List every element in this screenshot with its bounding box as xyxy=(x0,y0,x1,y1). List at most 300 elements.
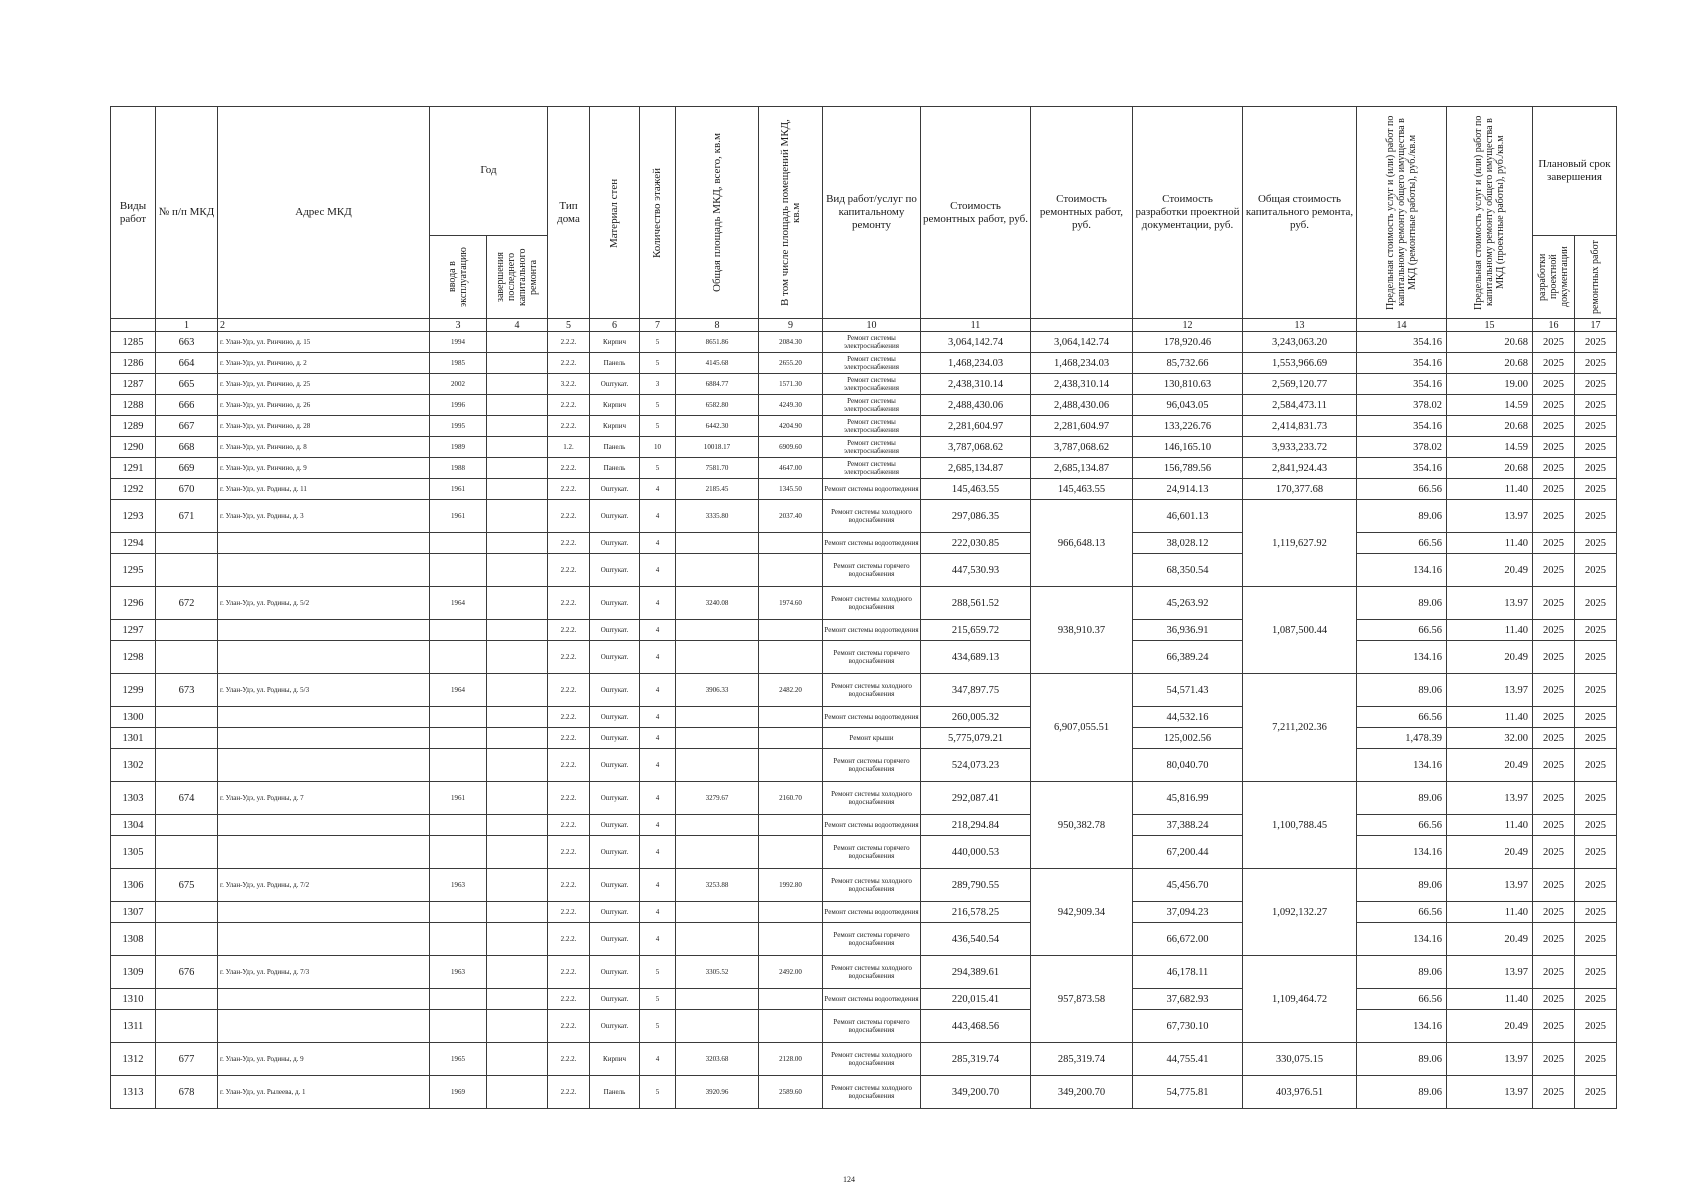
row-id: 1311 xyxy=(111,1010,156,1043)
house-type: 2.2.2. xyxy=(548,641,590,674)
year-repair: 2025 xyxy=(1575,332,1617,353)
work-type: Ремонт системы электроснабжения xyxy=(823,374,921,395)
repair-cost: 294,389.61 xyxy=(921,956,1031,989)
limit-repair: 66.56 xyxy=(1357,479,1447,500)
house-type: 2.2.2. xyxy=(548,1043,590,1076)
wall-material: Панель xyxy=(590,1076,640,1109)
repair-cost: 289,790.55 xyxy=(921,869,1031,902)
column-number: 15 xyxy=(1447,319,1533,332)
header-total-area: Общая площадь МКД, всего, кв.м xyxy=(676,107,759,319)
year-design: 2025 xyxy=(1533,437,1575,458)
total-area: 3305.52 xyxy=(676,956,759,989)
work-type: Ремонт системы холодного водоснабжения xyxy=(823,1043,921,1076)
design-cost: 37,388.24 xyxy=(1133,815,1243,836)
work-type: Ремонт системы водоотведения xyxy=(823,620,921,641)
year-repair: 2025 xyxy=(1575,1043,1617,1076)
limit-design: 20.49 xyxy=(1447,836,1533,869)
header-total-cost: Общая стоимость капитального ремонта, руб. xyxy=(1243,107,1357,319)
year-last-repair xyxy=(487,332,548,353)
repair-cost: 440,000.53 xyxy=(921,836,1031,869)
premises-area xyxy=(759,815,823,836)
row-id: 1306 xyxy=(111,869,156,902)
year-last-repair xyxy=(487,641,548,674)
year-repair: 2025 xyxy=(1575,815,1617,836)
work-type: Ремонт системы электроснабжения xyxy=(823,437,921,458)
row-id: 1302 xyxy=(111,749,156,782)
table-row xyxy=(111,923,1617,956)
year-commission: 2002 xyxy=(430,374,487,395)
house-type: 2.2.2. xyxy=(548,533,590,554)
row-id: 1291 xyxy=(111,458,156,479)
table-row xyxy=(111,749,1617,782)
table-body xyxy=(111,332,1617,1109)
floors: 5 xyxy=(640,416,676,437)
limit-repair: 134.16 xyxy=(1357,641,1447,674)
floors: 4 xyxy=(640,815,676,836)
premises-area xyxy=(759,728,823,749)
limit-design: 19.00 xyxy=(1447,374,1533,395)
mkd-number: 667 xyxy=(156,416,218,437)
design-cost: 37,094.23 xyxy=(1133,902,1243,923)
repair-cost: 218,294.84 xyxy=(921,815,1031,836)
year-last-repair xyxy=(487,353,548,374)
total-cost: 1,100,788.45 xyxy=(1243,782,1357,869)
floors: 4 xyxy=(640,479,676,500)
limit-design: 13.97 xyxy=(1447,782,1533,815)
column-number: 17 xyxy=(1575,319,1617,332)
total-area xyxy=(676,641,759,674)
repair-cost: 347,897.75 xyxy=(921,674,1031,707)
premises-area: 2655.20 xyxy=(759,353,823,374)
house-type: 2.2.2. xyxy=(548,956,590,989)
repair-cost: 216,578.25 xyxy=(921,902,1031,923)
total-area: 7581.70 xyxy=(676,458,759,479)
total-area: 6582.80 xyxy=(676,395,759,416)
floors: 4 xyxy=(640,1043,676,1076)
repair-cost-total: 3,787,068.62 xyxy=(1031,437,1133,458)
year-repair: 2025 xyxy=(1575,707,1617,728)
repair-cost: 260,005.32 xyxy=(921,707,1031,728)
limit-repair: 89.06 xyxy=(1357,500,1447,533)
work-type: Ремонт системы электроснабжения xyxy=(823,395,921,416)
table-row xyxy=(111,782,1617,815)
column-number: 10 xyxy=(823,319,921,332)
premises-area: 4647.00 xyxy=(759,458,823,479)
total-area: 4145.68 xyxy=(676,353,759,374)
address: г. Улан-Удэ, ул. Ринчино, д. 25 xyxy=(218,374,430,395)
year-commission: 1963 xyxy=(430,956,487,989)
table-row xyxy=(111,707,1617,728)
wall-material: Оштукат. xyxy=(590,1010,640,1043)
year-repair: 2025 xyxy=(1575,500,1617,533)
design-cost: 130,810.63 xyxy=(1133,374,1243,395)
total-cost: 1,119,627.92 xyxy=(1243,500,1357,587)
row-id: 1285 xyxy=(111,332,156,353)
row-id: 1299 xyxy=(111,674,156,707)
mkd-number: 674 xyxy=(156,782,218,815)
mkd-number: 671 xyxy=(156,500,218,533)
wall-material: Кирпич xyxy=(590,395,640,416)
work-type: Ремонт системы холодного водоснабжения xyxy=(823,869,921,902)
limit-repair: 134.16 xyxy=(1357,923,1447,956)
floors: 5 xyxy=(640,353,676,374)
wall-material: Оштукат. xyxy=(590,587,640,620)
column-number: 1 xyxy=(156,319,218,332)
floors: 5 xyxy=(640,458,676,479)
repair-cost-total: 1,468,234.03 xyxy=(1031,353,1133,374)
row-id: 1304 xyxy=(111,815,156,836)
limit-design: 11.40 xyxy=(1447,707,1533,728)
header-date-design: разработки проектной документации xyxy=(1533,235,1575,318)
total-cost: 3,933,233.72 xyxy=(1243,437,1357,458)
address: г. Улан-Удэ, ул. Ринчино, д. 26 xyxy=(218,395,430,416)
house-type: 2.2.2. xyxy=(548,554,590,587)
repair-cost-total: 938,910.37 xyxy=(1031,587,1133,674)
total-cost: 330,075.15 xyxy=(1243,1043,1357,1076)
year-commission xyxy=(430,902,487,923)
header-floors: Количество этажей xyxy=(640,107,676,319)
design-cost: 156,789.56 xyxy=(1133,458,1243,479)
floors: 4 xyxy=(640,641,676,674)
repair-cost: 5,775,079.21 xyxy=(921,728,1031,749)
total-area xyxy=(676,749,759,782)
limit-repair: 134.16 xyxy=(1357,749,1447,782)
wall-material: Панель xyxy=(590,437,640,458)
mkd-number xyxy=(156,533,218,554)
address: г. Улан-Удэ, ул. Родины, д. 7/3 xyxy=(218,956,430,989)
limit-design: 13.97 xyxy=(1447,1076,1533,1109)
year-last-repair xyxy=(487,815,548,836)
address: г. Улан-Удэ, ул. Ринчино, д. 8 xyxy=(218,437,430,458)
work-type: Ремонт системы водоотведения xyxy=(823,707,921,728)
year-commission xyxy=(430,749,487,782)
design-cost: 46,601.13 xyxy=(1133,500,1243,533)
total-cost: 403,976.51 xyxy=(1243,1076,1357,1109)
row-id: 1312 xyxy=(111,1043,156,1076)
premises-area xyxy=(759,554,823,587)
year-commission xyxy=(430,1010,487,1043)
total-cost: 170,377.68 xyxy=(1243,479,1357,500)
house-type: 2.2.2. xyxy=(548,620,590,641)
work-type: Ремонт системы водоотведения xyxy=(823,533,921,554)
house-type: 1.2. xyxy=(548,437,590,458)
mkd-number xyxy=(156,749,218,782)
work-type: Ремонт системы электроснабжения xyxy=(823,416,921,437)
table-row xyxy=(111,956,1617,989)
repair-cost-total: 2,438,310.14 xyxy=(1031,374,1133,395)
repair-cost: 145,463.55 xyxy=(921,479,1031,500)
repair-cost-total: 285,319.74 xyxy=(1031,1043,1133,1076)
design-cost: 67,200.44 xyxy=(1133,836,1243,869)
mkd-number: 666 xyxy=(156,395,218,416)
design-cost: 37,682.93 xyxy=(1133,989,1243,1010)
limit-repair: 66.56 xyxy=(1357,620,1447,641)
address xyxy=(218,836,430,869)
premises-area: 6909.60 xyxy=(759,437,823,458)
year-commission: 1969 xyxy=(430,1076,487,1109)
premises-area xyxy=(759,923,823,956)
year-commission xyxy=(430,923,487,956)
mkd-number: 664 xyxy=(156,353,218,374)
year-commission: 1995 xyxy=(430,416,487,437)
year-design: 2025 xyxy=(1533,923,1575,956)
premises-area: 2128.00 xyxy=(759,1043,823,1076)
premises-area: 2492.00 xyxy=(759,956,823,989)
year-design: 2025 xyxy=(1533,989,1575,1010)
address xyxy=(218,989,430,1010)
row-id: 1292 xyxy=(111,479,156,500)
mkd-number: 663 xyxy=(156,332,218,353)
year-commission xyxy=(430,533,487,554)
floors: 4 xyxy=(640,707,676,728)
table-row xyxy=(111,641,1617,674)
wall-material: Оштукат. xyxy=(590,500,640,533)
mkd-number xyxy=(156,836,218,869)
mkd-number xyxy=(156,1010,218,1043)
header-np-mkd: № п/п МКД xyxy=(156,107,218,319)
year-repair: 2025 xyxy=(1575,437,1617,458)
repair-cost-total: 6,907,055.51 xyxy=(1031,674,1133,782)
year-repair: 2025 xyxy=(1575,674,1617,707)
repair-cost: 447,530.93 xyxy=(921,554,1031,587)
year-repair: 2025 xyxy=(1575,353,1617,374)
year-design: 2025 xyxy=(1533,332,1575,353)
year-commission: 1964 xyxy=(430,674,487,707)
year-commission: 1994 xyxy=(430,332,487,353)
repair-cost: 2,281,604.97 xyxy=(921,416,1031,437)
total-cost: 2,841,924.43 xyxy=(1243,458,1357,479)
address: г. Улан-Удэ, ул. Ринчино, д. 2 xyxy=(218,353,430,374)
work-type: Ремонт системы горячего водоснабжения xyxy=(823,923,921,956)
row-id: 1305 xyxy=(111,836,156,869)
premises-area xyxy=(759,641,823,674)
address xyxy=(218,728,430,749)
year-last-repair xyxy=(487,1010,548,1043)
year-design: 2025 xyxy=(1533,1010,1575,1043)
house-type: 2.2.2. xyxy=(548,674,590,707)
column-number: 12 xyxy=(1133,319,1243,332)
mkd-number: 670 xyxy=(156,479,218,500)
floors: 5 xyxy=(640,395,676,416)
limit-design: 20.49 xyxy=(1447,749,1533,782)
address xyxy=(218,815,430,836)
repair-cost-total: 966,648.13 xyxy=(1031,500,1133,587)
design-cost: 36,936.91 xyxy=(1133,620,1243,641)
total-area: 3203.68 xyxy=(676,1043,759,1076)
row-id: 1300 xyxy=(111,707,156,728)
limit-design: 20.49 xyxy=(1447,923,1533,956)
floors: 3 xyxy=(640,374,676,395)
limit-repair: 66.56 xyxy=(1357,902,1447,923)
floors: 4 xyxy=(640,869,676,902)
year-repair: 2025 xyxy=(1575,782,1617,815)
floors: 4 xyxy=(640,587,676,620)
year-design: 2025 xyxy=(1533,749,1575,782)
page-number: 124 xyxy=(843,1175,855,1184)
column-number xyxy=(1031,319,1133,332)
year-design: 2025 xyxy=(1533,374,1575,395)
year-last-repair xyxy=(487,707,548,728)
design-cost: 67,730.10 xyxy=(1133,1010,1243,1043)
table-row xyxy=(111,395,1617,416)
address xyxy=(218,1010,430,1043)
year-design: 2025 xyxy=(1533,500,1575,533)
house-type: 2.2.2. xyxy=(548,479,590,500)
wall-material: Оштукат. xyxy=(590,989,640,1010)
total-area xyxy=(676,707,759,728)
header-design-cost: Стоимость разработки проектной документации, руб. xyxy=(1133,107,1243,319)
header-limit-design: Предельная стоимость услуг и (или) работ по капитальному ремонту общего имущества в МКД (проектные работы), руб./кв.м xyxy=(1447,107,1533,319)
house-type: 2.2.2. xyxy=(548,923,590,956)
limit-design: 11.40 xyxy=(1447,533,1533,554)
design-cost: 68,350.54 xyxy=(1133,554,1243,587)
row-id: 1308 xyxy=(111,923,156,956)
floors: 4 xyxy=(640,620,676,641)
limit-design: 14.59 xyxy=(1447,395,1533,416)
year-commission xyxy=(430,728,487,749)
column-number: 11 xyxy=(921,319,1031,332)
limit-repair: 89.06 xyxy=(1357,1043,1447,1076)
repair-cost: 524,073.23 xyxy=(921,749,1031,782)
year-last-repair xyxy=(487,749,548,782)
table-row xyxy=(111,332,1617,353)
premises-area: 2160.70 xyxy=(759,782,823,815)
table-row xyxy=(111,500,1617,533)
wall-material: Оштукат. xyxy=(590,641,640,674)
total-cost: 1,092,132.27 xyxy=(1243,869,1357,956)
mkd-number: 669 xyxy=(156,458,218,479)
work-type: Ремонт системы электроснабжения xyxy=(823,458,921,479)
year-last-repair xyxy=(487,437,548,458)
year-design: 2025 xyxy=(1533,620,1575,641)
wall-material: Оштукат. xyxy=(590,674,640,707)
limit-repair: 89.06 xyxy=(1357,782,1447,815)
design-cost: 45,263.92 xyxy=(1133,587,1243,620)
row-id: 1293 xyxy=(111,500,156,533)
year-last-repair xyxy=(487,374,548,395)
limit-design: 20.49 xyxy=(1447,554,1533,587)
wall-material: Оштукат. xyxy=(590,707,640,728)
header-planned-date: Плановый срок завершения xyxy=(1533,107,1617,236)
limit-repair: 354.16 xyxy=(1357,458,1447,479)
floors: 4 xyxy=(640,902,676,923)
year-design: 2025 xyxy=(1533,782,1575,815)
limit-design: 11.40 xyxy=(1447,479,1533,500)
column-number: 7 xyxy=(640,319,676,332)
repair-cost: 436,540.54 xyxy=(921,923,1031,956)
year-commission: 1961 xyxy=(430,782,487,815)
limit-design: 13.97 xyxy=(1447,1043,1533,1076)
repair-cost: 297,086.35 xyxy=(921,500,1031,533)
table-row xyxy=(111,416,1617,437)
address xyxy=(218,554,430,587)
year-commission xyxy=(430,620,487,641)
table-row xyxy=(111,533,1617,554)
mkd-number: 668 xyxy=(156,437,218,458)
row-id: 1313 xyxy=(111,1076,156,1109)
limit-design: 13.97 xyxy=(1447,500,1533,533)
column-number: 4 xyxy=(487,319,548,332)
premises-area: 4249.30 xyxy=(759,395,823,416)
total-cost: 1,087,500.44 xyxy=(1243,587,1357,674)
total-area xyxy=(676,554,759,587)
design-cost: 133,226.76 xyxy=(1133,416,1243,437)
house-type: 2.2.2. xyxy=(548,902,590,923)
mkd-number xyxy=(156,707,218,728)
limit-design: 13.97 xyxy=(1447,587,1533,620)
design-cost: 44,755.41 xyxy=(1133,1043,1243,1076)
capital-repair-sheet xyxy=(110,106,1611,1109)
house-type: 2.2.2. xyxy=(548,1010,590,1043)
year-last-repair xyxy=(487,587,548,620)
repair-cost-total: 950,382.78 xyxy=(1031,782,1133,869)
house-type: 2.2.2. xyxy=(548,1076,590,1109)
repair-cost: 1,468,234.03 xyxy=(921,353,1031,374)
work-type: Ремонт системы водоотведения xyxy=(823,989,921,1010)
work-type: Ремонт системы горячего водоснабжения xyxy=(823,1010,921,1043)
wall-material: Кирпич xyxy=(590,416,640,437)
year-commission: 1965 xyxy=(430,1043,487,1076)
year-repair: 2025 xyxy=(1575,902,1617,923)
design-cost: 146,165.10 xyxy=(1133,437,1243,458)
address xyxy=(218,902,430,923)
total-cost: 2,569,120.77 xyxy=(1243,374,1357,395)
mkd-number xyxy=(156,902,218,923)
floors: 4 xyxy=(640,782,676,815)
limit-repair: 354.16 xyxy=(1357,353,1447,374)
work-type: Ремонт системы водоотведения xyxy=(823,902,921,923)
wall-material: Оштукат. xyxy=(590,728,640,749)
repair-cost: 434,689.13 xyxy=(921,641,1031,674)
year-last-repair xyxy=(487,956,548,989)
row-id: 1303 xyxy=(111,782,156,815)
work-type: Ремонт системы холодного водоснабжения xyxy=(823,674,921,707)
floors: 5 xyxy=(640,1010,676,1043)
total-area: 3920.96 xyxy=(676,1076,759,1109)
limit-design: 11.40 xyxy=(1447,815,1533,836)
year-last-repair xyxy=(487,479,548,500)
table-row xyxy=(111,458,1617,479)
wall-material: Оштукат. xyxy=(590,836,640,869)
mkd-number xyxy=(156,923,218,956)
total-cost: 7,211,202.36 xyxy=(1243,674,1357,782)
total-area xyxy=(676,902,759,923)
total-area xyxy=(676,923,759,956)
limit-repair: 1,478.39 xyxy=(1357,728,1447,749)
house-type: 2.2.2. xyxy=(548,782,590,815)
table-row xyxy=(111,1043,1617,1076)
address: г. Улан-Удэ, ул. Ринчино, д. 15 xyxy=(218,332,430,353)
floors: 4 xyxy=(640,674,676,707)
wall-material: Оштукат. xyxy=(590,815,640,836)
wall-material: Оштукат. xyxy=(590,782,640,815)
mkd-number: 665 xyxy=(156,374,218,395)
premises-area: 1974.60 xyxy=(759,587,823,620)
row-id: 1294 xyxy=(111,533,156,554)
premises-area xyxy=(759,749,823,782)
design-cost: 66,389.24 xyxy=(1133,641,1243,674)
year-repair: 2025 xyxy=(1575,836,1617,869)
design-cost: 96,043.05 xyxy=(1133,395,1243,416)
year-design: 2025 xyxy=(1533,353,1575,374)
repair-cost: 220,015.41 xyxy=(921,989,1031,1010)
repair-cost-total: 2,488,430.06 xyxy=(1031,395,1133,416)
year-last-repair xyxy=(487,1043,548,1076)
floors: 5 xyxy=(640,956,676,989)
row-id: 1286 xyxy=(111,353,156,374)
premises-area xyxy=(759,836,823,869)
repair-cost-total: 942,909.34 xyxy=(1031,869,1133,956)
